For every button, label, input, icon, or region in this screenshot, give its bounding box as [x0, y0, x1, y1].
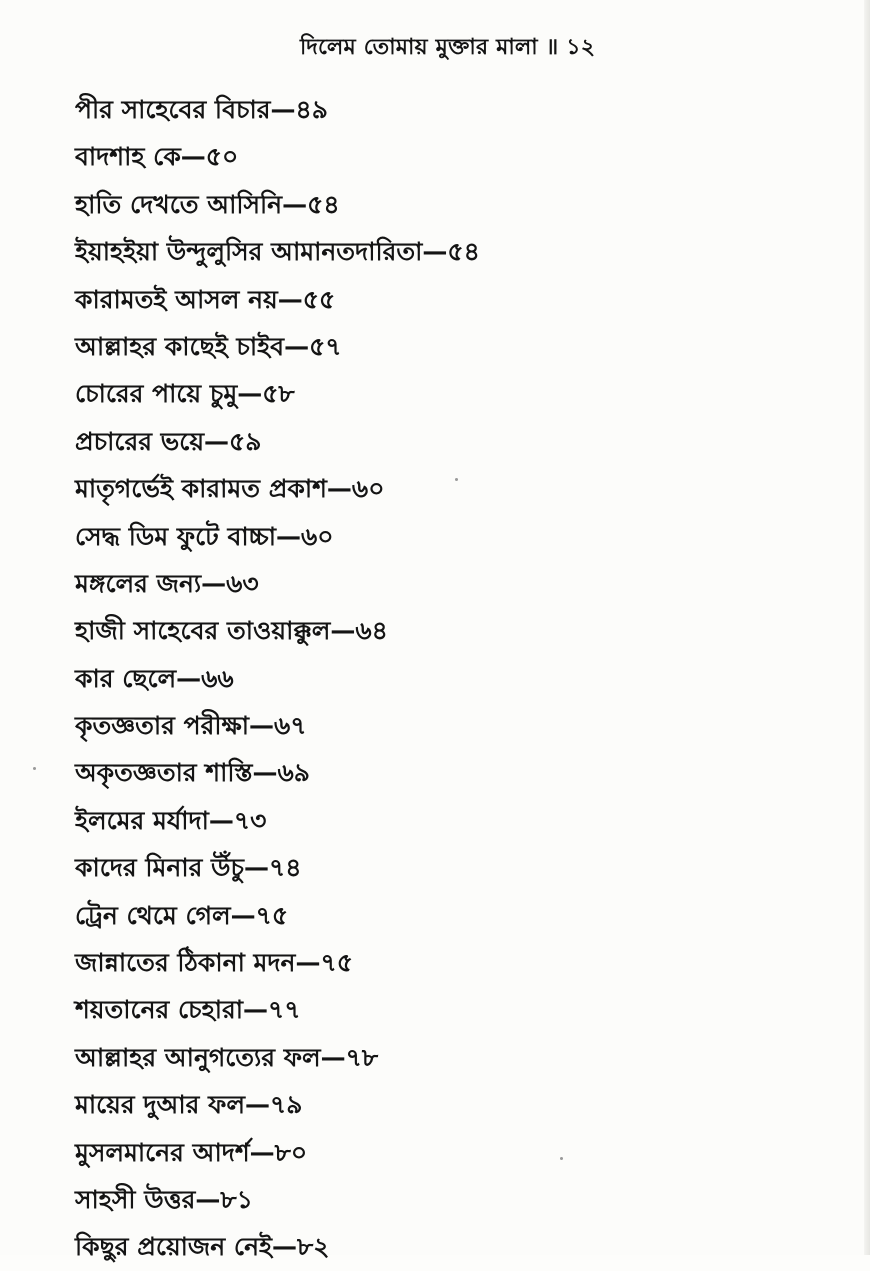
- toc-entry: মায়ের দুআর ফল—৭৯: [75, 1090, 303, 1120]
- toc-entry: আল্লাহর কাছেই চাইব—৫৭: [75, 331, 342, 361]
- toc-entry: মাতৃগর্ভেই কারামত প্রকাশ—৬০: [75, 474, 385, 504]
- table-of-contents: [75, 86, 835, 1271]
- toc-entry: অকৃতজ্ঞতার শাস্তি—৬৯: [75, 758, 310, 788]
- toc-entry: প্রচারের ভয়ে—৫৯: [75, 426, 262, 456]
- toc-entry: শয়তানের চেহারা—৭৭: [75, 995, 301, 1025]
- toc-entry: মঙ্গলের জন্য—৬৩: [75, 568, 259, 598]
- toc-entry: চোরের পায়ে চুমু—৫৮: [75, 379, 295, 409]
- toc-entry: ট্রেন থেমে গেল—৭৫: [75, 900, 289, 930]
- toc-entry: সেদ্ধ ডিম ফুটে বাচ্চা—৬০: [75, 521, 334, 551]
- toc-entry: কারামতই আসল নয়—৫৫: [75, 284, 336, 314]
- toc-entry: কাদের মিনার উঁচু—৭৪: [75, 853, 302, 883]
- toc-entry: আল্লাহর আনুগত্যের ফল—৭৮: [75, 1042, 379, 1072]
- paper-speck: [560, 1157, 563, 1160]
- toc-entry: ইয়াহইয়া উন্দুলুসির আমানতদারিতা—৫৪: [75, 237, 480, 267]
- paper-speck: [33, 767, 36, 770]
- page-edge-shadow: [864, 0, 870, 1255]
- running-header: দিলেম তোমায় মুক্তার মালা ॥ ১২: [300, 35, 596, 60]
- toc-entry: মুসলমানের আদর্শ—৮০: [75, 1137, 308, 1167]
- toc-entry: কার ছেলে—৬৬: [75, 663, 234, 693]
- paper-speck: [455, 478, 458, 481]
- toc-entry: জান্নাতের ঠিকানা মদন—৭৫: [75, 948, 353, 978]
- toc-entry: হাজী সাহেবের তাওয়াক্কুল—৬৪: [75, 616, 388, 646]
- toc-entry: ইলমের মর্যাদা—৭৩: [75, 805, 267, 835]
- toc-entry: হাতি দেখতে আসিনি—৫৪: [75, 189, 340, 219]
- toc-entry: সাহসী উত্তর—৮১: [75, 1184, 253, 1214]
- toc-entry: বাদশাহ কে—৫০: [75, 142, 239, 172]
- toc-entry: কিছুর প্রয়োজন নেই—৮২: [75, 1232, 330, 1262]
- toc-entry: কৃতজ্ঞতার পরীক্ষা—৬৭: [75, 711, 307, 741]
- toc-entry: পীর সাহেবের বিচার—৪৯: [75, 95, 328, 124]
